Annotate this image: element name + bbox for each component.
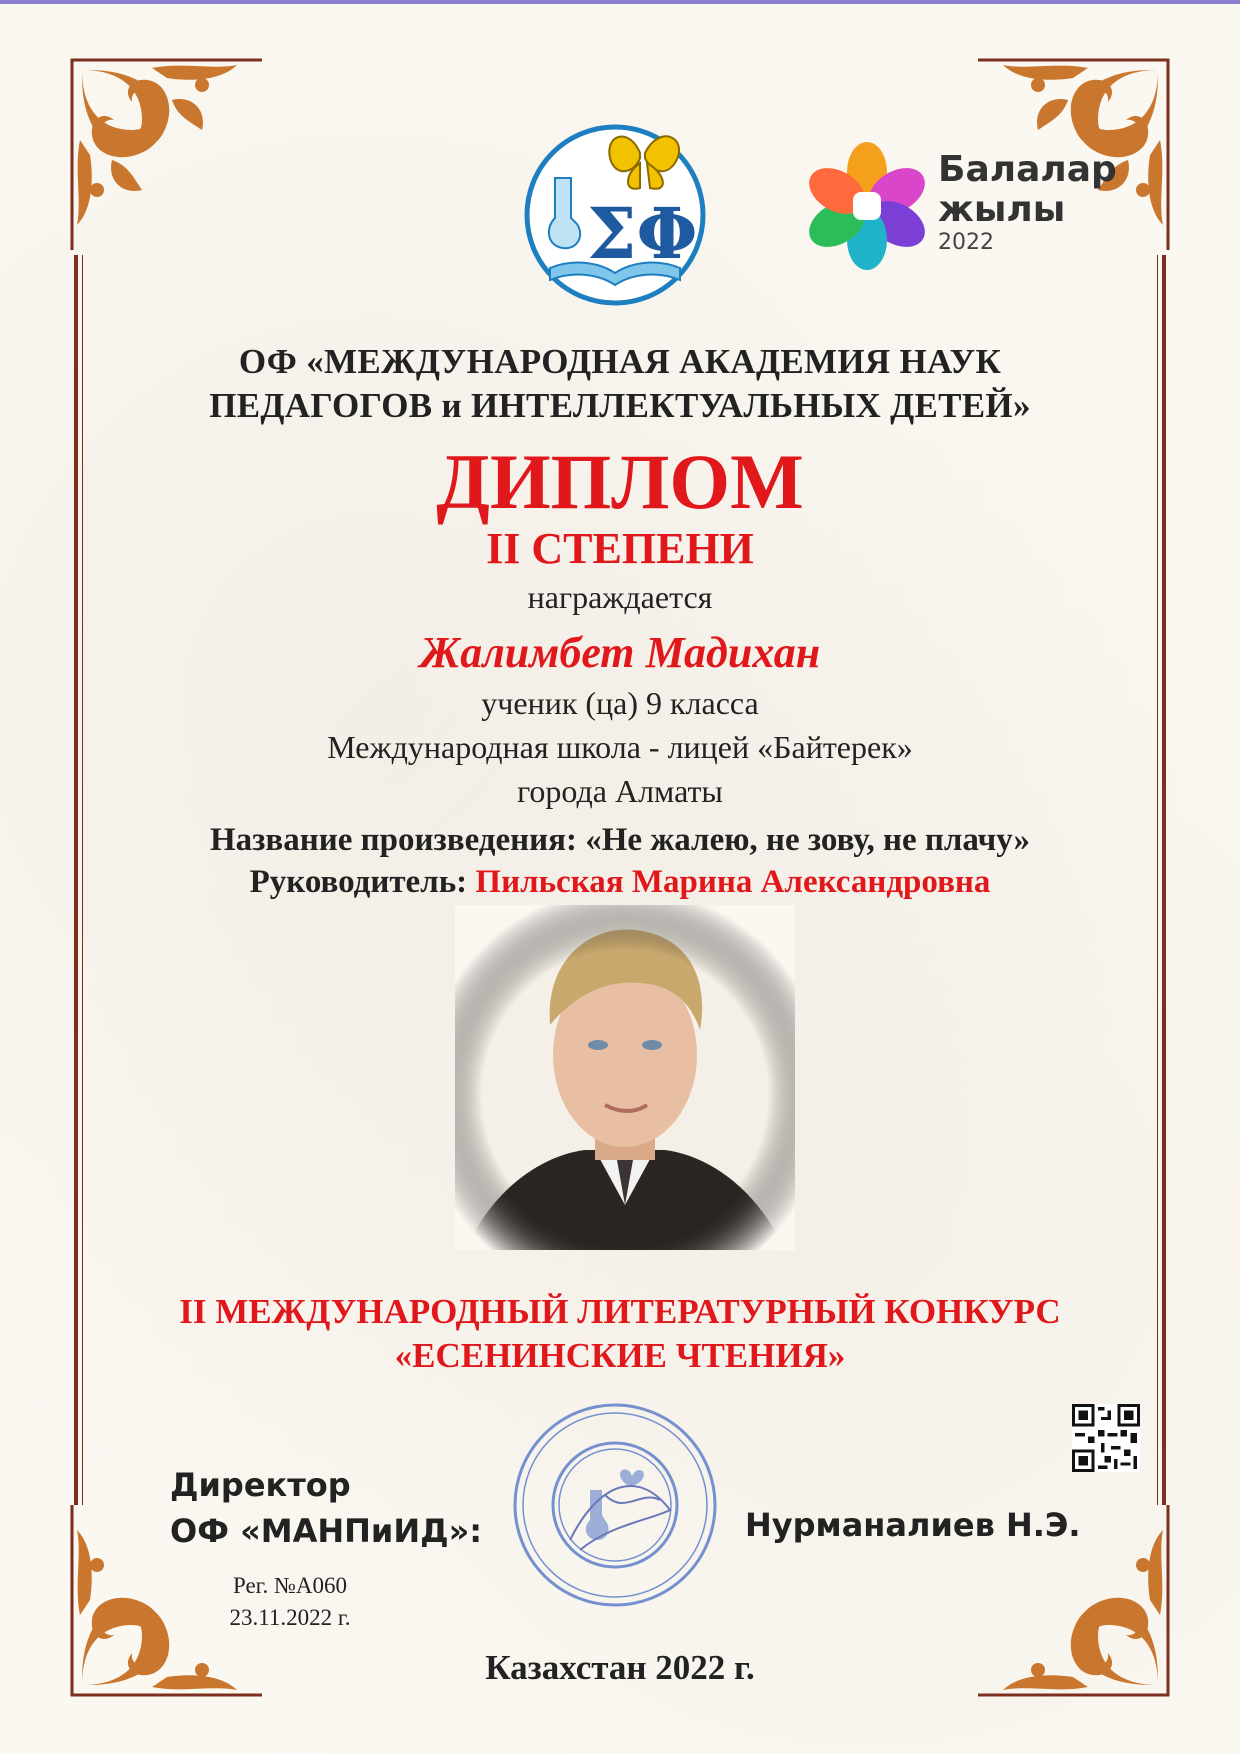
qr-code (1072, 1404, 1140, 1472)
academy-logo (515, 118, 720, 313)
top-edge-line (0, 0, 1240, 4)
director-title-line2: ОФ «МАНПиИД»: (170, 1512, 483, 1550)
organization-line1: ОФ «МЕЖДУНАРОДНАЯ АКАДЕМИЯ НАУК (238, 342, 1002, 381)
registration-block (200, 1570, 380, 1634)
year-logo-text (938, 150, 1117, 256)
year-logo-line1: Балалар (938, 149, 1117, 190)
awarded-text: награждается (527, 579, 713, 615)
director-title-line1: Директор (170, 1466, 351, 1504)
leader-label: Руководитель: (249, 864, 468, 900)
recipient-grade: ученик (ца) 9 класса (481, 685, 759, 721)
work-title (0, 820, 1240, 860)
work-label: Название произведения: (209, 822, 578, 858)
official-stamp-seal (510, 1400, 720, 1610)
registration-number: Рег. №А060 (232, 1573, 348, 1598)
recipient-city: города Алматы (517, 773, 723, 809)
leader-value: Пильская Марина Александровна (475, 864, 991, 900)
recipient-school: Международная школа - лицей «Байтерек» (327, 729, 913, 765)
organization-name (0, 340, 1240, 428)
portrait-image (455, 905, 795, 1250)
diploma-title: ДИПЛОМ (436, 438, 804, 525)
signer-name: Нурманалиев Н.Э. (745, 1506, 1081, 1544)
recipient-name: Жалимбет Мадихан (419, 628, 821, 677)
contest-line1: II МЕЖДУНАРОДНЫЙ ЛИТЕРАТУРНЫЙ КОНКУРС (179, 1292, 1061, 1331)
registration-date: 23.11.2022 г. (229, 1605, 351, 1630)
contest-name (0, 1290, 1240, 1378)
director-title (170, 1462, 482, 1554)
organization-line2: ПЕДАГОГОВ и ИНТЕЛЛЕКТУАЛЬНЫХ ДЕТЕЙ» (209, 386, 1031, 425)
ornament-top-left-icon (52, 40, 282, 270)
year-logo-line2: жылы (938, 189, 1066, 230)
year-logo-year: 2022 (938, 230, 994, 255)
leader (0, 862, 1240, 902)
work-value: «Не жалею, не зову, не плачу» (585, 822, 1031, 858)
country-year: Казахстан 2022 г. (485, 1648, 755, 1687)
academy-logo-letters: ΣΦ (587, 192, 698, 275)
contest-line2: «ЕСЕНИНСКИЕ ЧТЕНИЯ» (394, 1336, 846, 1375)
diploma-degree: II СТЕПЕНИ (486, 524, 754, 573)
